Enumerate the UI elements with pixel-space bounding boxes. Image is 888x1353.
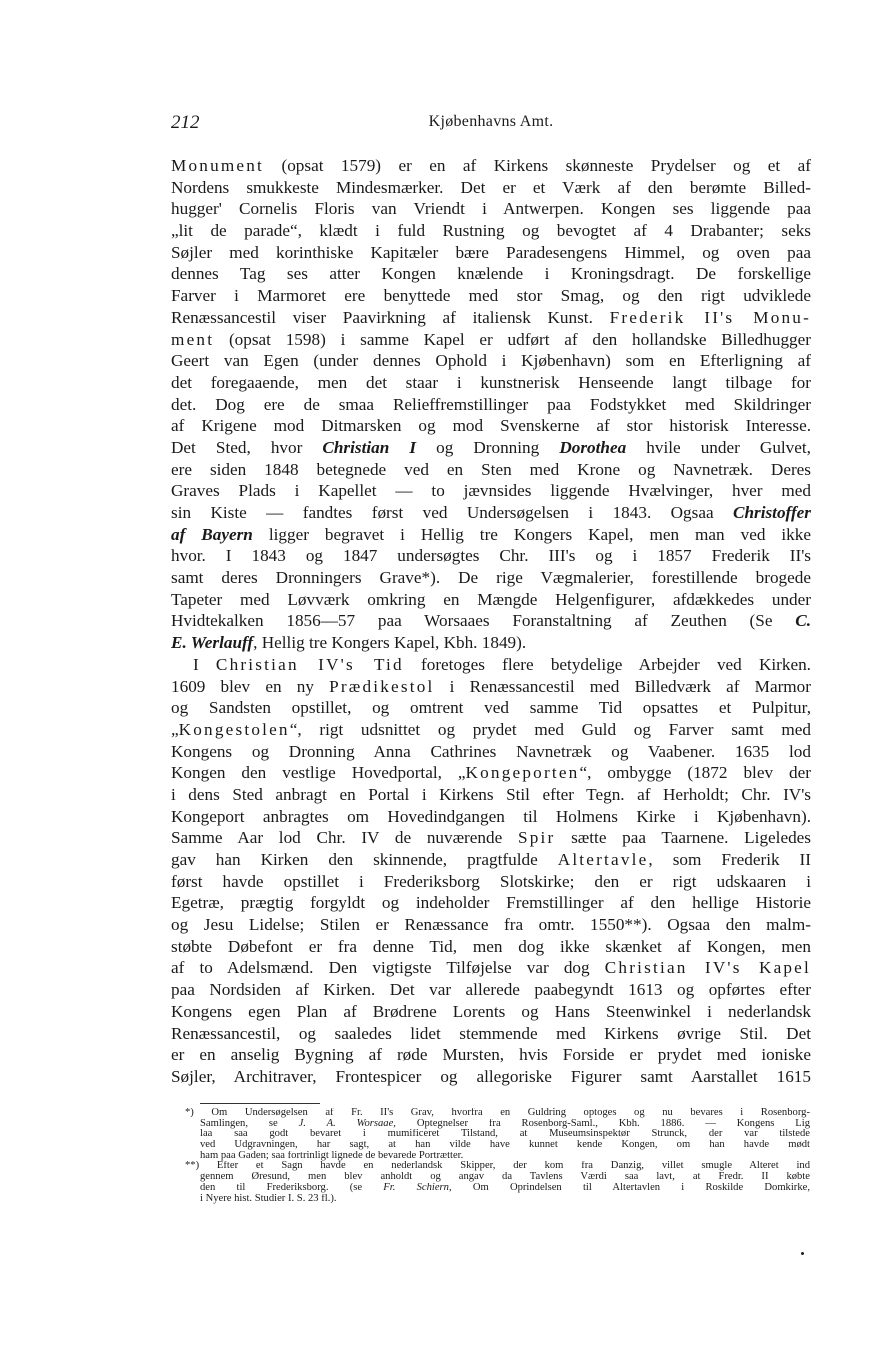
text-line: Farver i Marmoret ere benyttede med stor Smag, og den rigt udviklede: [171, 286, 811, 306]
text-line: det foregaaende, men det staar i kunstnerisk Henseende langt tilbage for: [171, 372, 811, 392]
text-line: Kongens og Dronning Anna Cathrines Navnetræk og Vaabener. 1635 lod: [171, 741, 811, 761]
text-run: Renæssancestil viser Paavirkning af italiensk Kunst.: [171, 307, 610, 327]
italic-name: C.: [795, 611, 811, 631]
text-run: sin Kiste — fandtes først ved Undersøgelsen i 1843. Ogsaa: [171, 503, 733, 522]
text-run: “, rigt udsnittet og prydet med Guld og Farver samt med: [289, 719, 811, 739]
footnote-line: laa saa godt bevaret i mumificeret Tilstand, at Museumsinspektør Strunck, der var tilstede: [200, 1129, 810, 1140]
spaced-term: Spir: [517, 828, 556, 848]
text-line: Kongens egen Plan af Brødrene Lorents og Hans Steenwinkel i nederlandsk: [171, 1001, 811, 1021]
text-line: [171, 502, 811, 524]
text-line: og Jesu Lidelse; Stilen er Renæssance fra omtr. 1550**). Ogsaa den malm-: [171, 915, 811, 935]
text-line: af Krigene mod Ditmarsken og mod Svenskerne af stor historisk Interesse.: [171, 416, 811, 436]
text-line: og Sandsten opstillet, og omtrent ved samme Tid opsattes et Pulpitur,: [171, 698, 811, 718]
text-line: ere siden 1848 betegnede ved en Sten med Krone og Navnetræk. Deres: [171, 459, 811, 479]
text-line: [171, 524, 811, 546]
text-line: Renæssancestil, og saaledes lidet stemmende med Kirkens øvrige Stil. Det: [171, 1023, 811, 1043]
text-line: det. Dog ere de smaa Relieffremstillinger paa Fodstykket med Skildringer: [171, 394, 811, 414]
spaced-term: Monument: [171, 156, 265, 175]
footnote-line: i Nyere hist. Studier I. S. 23 fl.).: [200, 1193, 337, 1204]
spaced-term: Christian IV's Kapel: [604, 958, 811, 978]
ink-speck: [801, 1252, 804, 1255]
text-run: sætte paa Taarnene. Ligeledes: [555, 828, 811, 848]
text-line: [171, 155, 811, 177]
spaced-term: Altertavle: [557, 850, 649, 869]
text-line: [171, 676, 811, 698]
footnote-line: gennem Øresund, men blev anholdt og angav da Tavlens Værdi saa lavt, at Fredr. II købte: [200, 1172, 810, 1183]
spaced-term: ment: [171, 329, 215, 349]
italic-name: Fr. Schiern,: [383, 1182, 452, 1193]
text-run: Optegnelser fra Rosenborg-Saml., Kbh. 1886. — Kongens Lig: [395, 1118, 810, 1129]
text-run: gav han Kirken den skinnende, pragtfulde: [171, 850, 558, 869]
text-line: [171, 307, 811, 329]
italic-name: J. A. Worsaae,: [298, 1118, 396, 1129]
italic-name: af Bayern: [171, 524, 253, 544]
spaced-term: Kongestolen: [178, 719, 290, 739]
text-run: Kongen den vestlige Hovedportal, „: [171, 763, 466, 783]
text-line: Geert van Egen (under dennes Ophold i Kjøbenhavn) som en Efterligning af: [171, 351, 811, 371]
text-line: [171, 610, 811, 632]
text-line: Søjler med korinthiske Kapitæler bære Paradesengens Himmel, og oven paa: [171, 242, 811, 262]
text-run: af to Adelsmænd. Den vigtigste Tilføjelse var dog: [171, 958, 605, 978]
text-line: først havde opstillet i Frederiksborg Slotskirke; den er rigt udskaaren i: [171, 871, 811, 891]
text-line: samt deres Dronningers Grave*). De rige Vægmalerier, forestillende brogede: [171, 568, 811, 588]
text-run: Samme Aar lod Chr. IV de nuværende: [171, 828, 518, 848]
text-line: [171, 329, 811, 351]
text-line: i dens Sted anbragt en Portal i Kirkens Stil efter Tegn. af Herholdt; Chr. IV's: [171, 784, 811, 804]
footnote-rule: [200, 1103, 320, 1104]
text-line: [171, 654, 811, 676]
footnote-line: [185, 1119, 810, 1130]
text-line: støbte Døbefont er fra denne Tid, men dog ikke skænket af Kongen, men: [171, 936, 811, 956]
running-head: Kjøbenhavns Amt.: [428, 113, 554, 130]
text-line: Søjler, Architraver, Frontespicer og allegoriske Figurer samt Aarstallet 1615: [171, 1066, 811, 1086]
text-line: paa Nordsiden af Kirken. Det var allerede paabegyndt 1613 og opførtes efter: [171, 980, 811, 1000]
text-line: hvor. I 1843 og 1847 undersøgtes Chr. III's og i 1857 Frederik II's: [171, 546, 811, 566]
text-line: [171, 827, 811, 849]
text-line: Egetræ, prægtig forgyldt og indeholder Fremstillinger af den hellige Historie: [171, 893, 811, 913]
text-line: er en anselig Bygning af røde Mursten, hvis Forside er prydet med ioniske: [171, 1045, 811, 1065]
body-text: [171, 155, 811, 1088]
footnotes: [185, 1108, 810, 1204]
text-run: hvile under Gulvet,: [626, 437, 811, 457]
text-run: i Renæssancestil med Billedværk af Marmor: [434, 676, 811, 696]
text-line: hugger' Cornelis Floris van Vriendt i Antwerpen. Kongen ses liggende paa: [171, 199, 811, 219]
text-run: foretoges flere betydelige Arbejder ved Kirken.: [403, 654, 811, 674]
text-line: Graves Plads i Kapellet — to jævnsides liggende Hvælvinger, hver med: [171, 481, 811, 501]
spaced-term: Kongeporten: [465, 763, 580, 783]
text-run: 1609 blev en ny: [171, 676, 330, 696]
text-run: Hvidtekalken 1856—57 paa Worsaaes Foranstaltning af Zeuthen (Se: [171, 611, 796, 631]
footnote-line: *) Om Undersøgelsen af Fr. II's Grav, hvorfra en Guldring optoges og nu bevares i Rosenborg-: [185, 1108, 810, 1118]
italic-name: Christian I: [322, 437, 417, 457]
text-line: [171, 437, 811, 459]
text-run: , Hellig tre Kongers Kapel, Kbh. 1849).: [253, 633, 527, 653]
text-line: [171, 762, 811, 784]
text-run: (opsat 1579) er en af Kirkens skønneste Prydelser og et af: [264, 156, 811, 175]
text-run: I: [193, 654, 216, 674]
text-run: (opsat 1598) i samme Kapel er udført af den hollandske Billedhugger: [214, 329, 811, 349]
text-run: Det Sted, hvor: [171, 437, 323, 457]
text-line: Kongeport anbragtes om Hovedindgangen til Holmens Kirke i Kjøbenhavn).: [171, 806, 811, 826]
text-line: [171, 957, 811, 979]
footnote-line: [185, 1183, 810, 1194]
text-line: „lit de parade“, klædt i fuld Rustning og bevogtet af 4 Drabanter; seks: [171, 221, 811, 241]
text-line: Tapeter med Løvværk omkring en Mængde Helgenfigurer, afdækkedes under: [171, 589, 811, 609]
page-header: [171, 112, 811, 136]
text-line: [171, 849, 811, 871]
text-line: [171, 632, 811, 654]
footnote-line: ham paa Gaden; saa fortrinligt lignede de bevarede Portrætter.: [200, 1150, 464, 1161]
text-run: Om Oprindelsen til Altertavlen i Roskilde Domkirke,: [451, 1182, 810, 1193]
text-run: , som Frederik II: [648, 850, 811, 869]
text-run: den til Frederiksborg. (se: [200, 1182, 384, 1193]
spaced-term: Christian IV's Tid: [215, 654, 404, 674]
text-run: ligger begravet i Hellig tre Kongers Kapel, men man ved ikke: [252, 524, 811, 544]
text-run: “, ombygge (1872 blev der: [579, 763, 811, 783]
text-line: Nordens smukkeste Mindesmærker. Det er et Værk af den berømte Billed-: [171, 177, 811, 197]
text-run: „: [171, 719, 179, 739]
spaced-term: Frederik II's Monu-: [609, 307, 811, 327]
page-number: 212: [171, 112, 200, 133]
text-line: [171, 719, 811, 741]
text-run: og Dronning: [416, 437, 560, 457]
italic-name: E. Werlauff: [171, 633, 254, 653]
footnote-line: **) Efter et Sagn havde en nederlandsk Skipper, der kom fra Danzig, villet smugle Alteret ind: [185, 1161, 810, 1172]
text-run: Samlingen, se: [200, 1118, 299, 1129]
text-line: dennes Tag ses atter Kongen knælende i Kroningsdragt. De forskellige: [171, 264, 811, 284]
italic-name: Christoffer: [733, 503, 811, 522]
spaced-term: Prædikestol: [329, 676, 435, 696]
italic-name: Dorothea: [559, 437, 627, 457]
footnote-line: ved Udgravningen, har sagt, at han vilde have kunnet kende Kongen, om han havde mødt: [200, 1140, 810, 1151]
